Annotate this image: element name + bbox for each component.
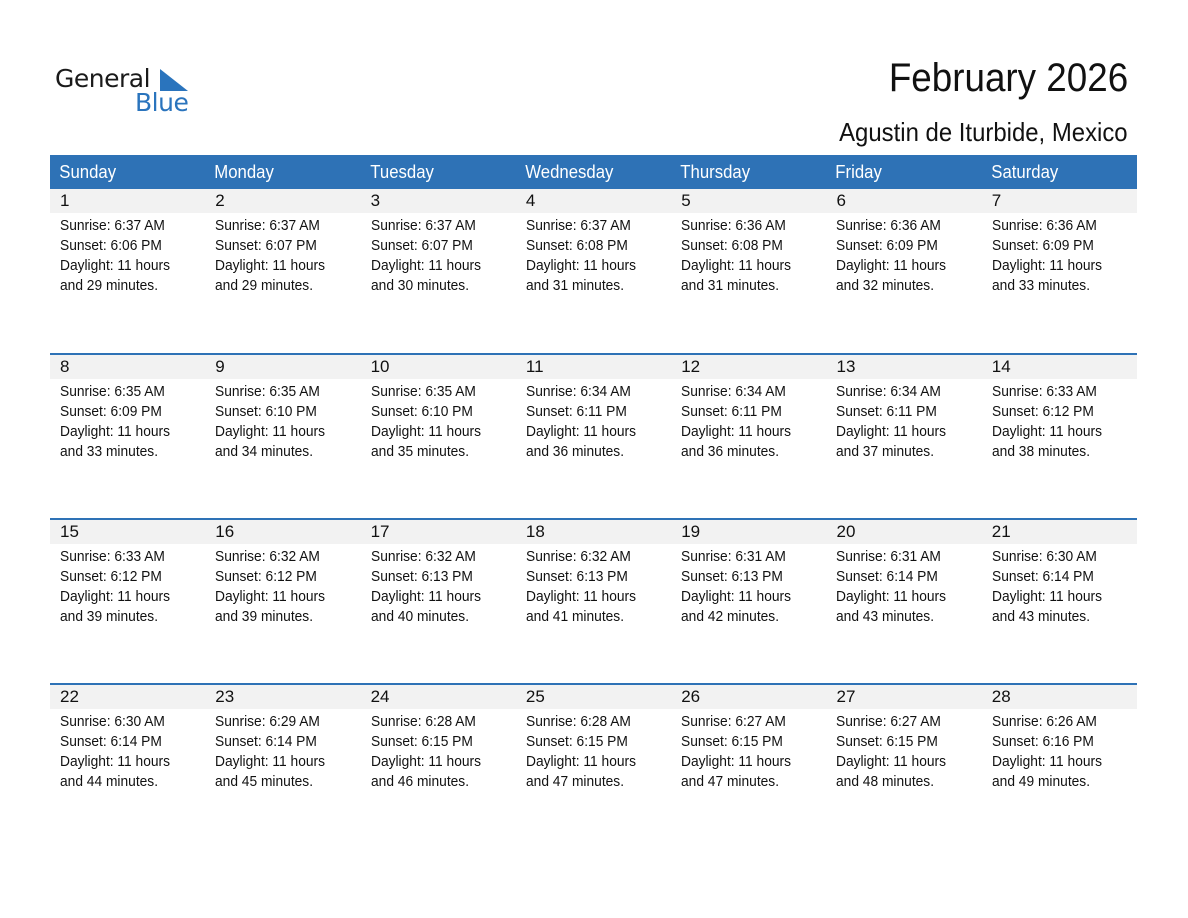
daylight-minutes-text: and 32 minutes. xyxy=(836,278,935,294)
sunrise-text: Sunrise: 6:34 AM xyxy=(681,384,787,400)
day-number-row xyxy=(50,189,1137,213)
sunrise-text: Sunrise: 6:35 AM xyxy=(60,384,165,400)
day-number: 4 xyxy=(525,191,536,210)
daylight-minutes-text: and 31 minutes. xyxy=(681,278,780,294)
daylight-minutes-text: and 40 minutes. xyxy=(370,609,469,625)
day-cell xyxy=(205,213,360,296)
day-number: 2 xyxy=(215,191,225,210)
daylight-minutes-text: and 36 minutes. xyxy=(525,444,624,460)
day-info-row xyxy=(50,544,1137,627)
sunrise-text: Sunrise: 6:37 AM xyxy=(525,218,631,234)
daylight-minutes-text: and 49 minutes. xyxy=(991,774,1090,790)
sunrise-text: Sunrise: 6:37 AM xyxy=(370,218,476,234)
day-number: 28 xyxy=(991,687,1011,706)
day-cell xyxy=(361,709,516,792)
sunrise-text: Sunrise: 6:36 AM xyxy=(836,218,942,234)
day-info-row xyxy=(50,379,1137,462)
daylight-text: Daylight: 11 hours xyxy=(60,258,171,274)
day-cell xyxy=(50,544,205,627)
daylight-text: Daylight: 11 hours xyxy=(525,424,636,440)
daylight-text: Daylight: 11 hours xyxy=(681,754,792,770)
day-number-row xyxy=(50,520,1137,544)
day-cell xyxy=(982,213,1137,296)
day-cell xyxy=(516,544,671,627)
daylight-minutes-text: and 41 minutes. xyxy=(525,609,624,625)
sunrise-text: Sunrise: 6:33 AM xyxy=(60,549,165,565)
day-cell xyxy=(671,379,826,462)
weekday-thursday: Thursday xyxy=(680,162,751,182)
sunset-text: Sunset: 6:16 PM xyxy=(991,734,1094,750)
day-number: 16 xyxy=(215,522,235,541)
day-cell xyxy=(205,709,360,792)
calendar-grid xyxy=(50,155,1137,848)
day-number: 22 xyxy=(60,687,79,706)
daylight-minutes-text: and 36 minutes. xyxy=(681,444,780,460)
sunset-text: Sunset: 6:15 PM xyxy=(370,734,473,750)
day-number: 26 xyxy=(681,687,701,706)
day-cell xyxy=(826,544,981,627)
daylight-text: Daylight: 11 hours xyxy=(681,424,792,440)
daylight-minutes-text: and 29 minutes. xyxy=(215,278,314,294)
sunrise-text: Sunrise: 6:31 AM xyxy=(681,549,787,565)
daylight-minutes-text: and 35 minutes. xyxy=(370,444,469,460)
sunset-text: Sunset: 6:11 PM xyxy=(525,404,627,420)
sunset-text: Sunset: 6:12 PM xyxy=(215,569,318,585)
weekday-friday: Friday xyxy=(835,162,883,182)
daylight-text: Daylight: 11 hours xyxy=(836,258,947,274)
day-number: 21 xyxy=(991,522,1011,541)
sunset-text: Sunset: 6:12 PM xyxy=(991,404,1094,420)
day-cell xyxy=(671,709,826,792)
day-number: 14 xyxy=(991,357,1011,376)
daylight-minutes-text: and 42 minutes. xyxy=(681,609,780,625)
weekday-sunday: Sunday xyxy=(59,162,117,182)
sunset-text: Sunset: 6:11 PM xyxy=(836,404,938,420)
sunrise-text: Sunrise: 6:31 AM xyxy=(836,549,942,565)
daylight-minutes-text: and 30 minutes. xyxy=(370,278,469,294)
daylight-text: Daylight: 11 hours xyxy=(991,589,1102,605)
sunset-text: Sunset: 6:10 PM xyxy=(370,404,473,420)
day-cell xyxy=(982,709,1137,792)
day-number: 7 xyxy=(991,191,1002,210)
sunrise-text: Sunrise: 6:29 AM xyxy=(215,714,321,730)
sunset-text: Sunset: 6:13 PM xyxy=(681,569,784,585)
sunrise-text: Sunrise: 6:30 AM xyxy=(60,714,165,730)
daylight-minutes-text: and 39 minutes. xyxy=(215,609,314,625)
sunrise-text: Sunrise: 6:28 AM xyxy=(525,714,631,730)
day-number: 9 xyxy=(215,357,225,376)
weekday-tuesday: Tuesday xyxy=(369,162,434,182)
calendar-week-row xyxy=(50,353,1137,518)
weekday-monday: Monday xyxy=(214,162,275,182)
day-number: 12 xyxy=(681,357,701,376)
sunset-text: Sunset: 6:13 PM xyxy=(525,569,628,585)
day-number: 18 xyxy=(525,522,545,541)
daylight-minutes-text: and 38 minutes. xyxy=(991,444,1090,460)
daylight-minutes-text: and 33 minutes. xyxy=(991,278,1090,294)
sunset-text: Sunset: 6:08 PM xyxy=(681,238,784,254)
daylight-minutes-text: and 47 minutes. xyxy=(681,774,780,790)
day-cell xyxy=(671,544,826,627)
sunrise-text: Sunrise: 6:33 AM xyxy=(991,384,1097,400)
weekday-saturday: Saturday xyxy=(991,162,1059,182)
sunset-text: Sunset: 6:14 PM xyxy=(836,569,939,585)
day-number: 27 xyxy=(836,687,856,706)
day-number: 20 xyxy=(836,522,856,541)
sunset-text: Sunset: 6:14 PM xyxy=(60,734,162,750)
location-subtitle: Agustin de Iturbide, Mexico xyxy=(839,117,1128,147)
day-cell xyxy=(205,544,360,627)
day-cell xyxy=(50,709,205,792)
sunset-text: Sunset: 6:14 PM xyxy=(215,734,318,750)
sunrise-text: Sunrise: 6:30 AM xyxy=(991,549,1097,565)
sunset-text: Sunset: 6:15 PM xyxy=(681,734,784,750)
daylight-text: Daylight: 11 hours xyxy=(215,424,326,440)
sunset-text: Sunset: 6:08 PM xyxy=(525,238,628,254)
daylight-minutes-text: and 46 minutes. xyxy=(370,774,469,790)
calendar-week-row xyxy=(50,189,1137,353)
daylight-text: Daylight: 11 hours xyxy=(370,754,481,770)
daylight-text: Daylight: 11 hours xyxy=(991,754,1102,770)
daylight-minutes-text: and 39 minutes. xyxy=(60,609,159,625)
daylight-text: Daylight: 11 hours xyxy=(525,258,636,274)
day-info-row xyxy=(50,213,1137,296)
day-cell xyxy=(205,379,360,462)
day-number: 19 xyxy=(681,522,701,541)
day-cell xyxy=(361,213,516,296)
day-cell xyxy=(516,379,671,462)
daylight-text: Daylight: 11 hours xyxy=(836,424,947,440)
day-number: 17 xyxy=(370,522,390,541)
daylight-text: Daylight: 11 hours xyxy=(215,589,326,605)
daylight-text: Daylight: 11 hours xyxy=(370,424,481,440)
daylight-minutes-text: and 45 minutes. xyxy=(215,774,314,790)
sunset-text: Sunset: 6:07 PM xyxy=(370,238,473,254)
day-number: 5 xyxy=(681,191,691,210)
sunrise-text: Sunrise: 6:26 AM xyxy=(991,714,1097,730)
day-cell xyxy=(50,213,205,296)
sunrise-text: Sunrise: 6:32 AM xyxy=(525,549,631,565)
sunrise-text: Sunrise: 6:34 AM xyxy=(836,384,942,400)
calendar-week-row xyxy=(50,683,1137,848)
sunrise-text: Sunrise: 6:35 AM xyxy=(215,384,321,400)
daylight-text: Daylight: 11 hours xyxy=(681,589,792,605)
daylight-text: Daylight: 11 hours xyxy=(215,258,326,274)
daylight-minutes-text: and 43 minutes. xyxy=(991,609,1090,625)
day-cell xyxy=(516,213,671,296)
sunset-text: Sunset: 6:11 PM xyxy=(681,404,783,420)
day-number: 1 xyxy=(60,191,70,210)
weekday-header-row xyxy=(50,155,1137,189)
day-number: 10 xyxy=(370,357,390,376)
sunrise-text: Sunrise: 6:27 AM xyxy=(681,714,787,730)
day-number: 3 xyxy=(370,191,381,210)
sunrise-text: Sunrise: 6:36 AM xyxy=(991,218,1097,234)
generalblue-logo xyxy=(55,64,195,120)
daylight-minutes-text: and 29 minutes. xyxy=(60,278,159,294)
daylight-text: Daylight: 11 hours xyxy=(215,754,326,770)
calendar-week-row xyxy=(50,518,1137,683)
sunrise-text: Sunrise: 6:34 AM xyxy=(525,384,631,400)
page-title: February 2026 xyxy=(888,56,1128,100)
daylight-minutes-text: and 48 minutes. xyxy=(836,774,935,790)
day-cell xyxy=(516,709,671,792)
day-number: 8 xyxy=(60,357,70,376)
daylight-minutes-text: and 37 minutes. xyxy=(836,444,935,460)
sunrise-text: Sunrise: 6:27 AM xyxy=(836,714,942,730)
day-cell xyxy=(826,709,981,792)
daylight-minutes-text: and 31 minutes. xyxy=(525,278,624,294)
daylight-minutes-text: and 33 minutes. xyxy=(60,444,159,460)
day-number: 13 xyxy=(836,357,856,376)
sunrise-text: Sunrise: 6:37 AM xyxy=(215,218,321,234)
daylight-text: Daylight: 11 hours xyxy=(836,754,947,770)
sunrise-text: Sunrise: 6:35 AM xyxy=(370,384,476,400)
sunset-text: Sunset: 6:12 PM xyxy=(60,569,162,585)
day-number: 24 xyxy=(370,687,390,706)
daylight-text: Daylight: 11 hours xyxy=(60,589,171,605)
day-cell xyxy=(982,544,1137,627)
daylight-minutes-text: and 44 minutes. xyxy=(60,774,159,790)
day-number-row xyxy=(50,685,1137,709)
sunset-text: Sunset: 6:09 PM xyxy=(60,404,162,420)
daylight-minutes-text: and 47 minutes. xyxy=(525,774,624,790)
day-cell xyxy=(826,379,981,462)
daylight-text: Daylight: 11 hours xyxy=(991,424,1102,440)
day-cell xyxy=(361,544,516,627)
day-cell xyxy=(826,213,981,296)
sunset-text: Sunset: 6:09 PM xyxy=(991,238,1094,254)
sunset-text: Sunset: 6:15 PM xyxy=(836,734,939,750)
day-cell xyxy=(361,379,516,462)
sunrise-text: Sunrise: 6:37 AM xyxy=(60,218,165,234)
day-number: 25 xyxy=(525,687,545,706)
day-number-row xyxy=(50,355,1137,379)
day-info-row xyxy=(50,709,1137,792)
day-number: 11 xyxy=(525,357,544,376)
daylight-text: Daylight: 11 hours xyxy=(681,258,792,274)
daylight-text: Daylight: 11 hours xyxy=(525,754,636,770)
sunrise-text: Sunrise: 6:28 AM xyxy=(370,714,476,730)
sunset-text: Sunset: 6:14 PM xyxy=(991,569,1094,585)
sunrise-text: Sunrise: 6:36 AM xyxy=(681,218,787,234)
sunrise-text: Sunrise: 6:32 AM xyxy=(370,549,476,565)
sunset-text: Sunset: 6:07 PM xyxy=(215,238,318,254)
daylight-text: Daylight: 11 hours xyxy=(370,589,481,605)
daylight-text: Daylight: 11 hours xyxy=(836,589,947,605)
sunset-text: Sunset: 6:09 PM xyxy=(836,238,939,254)
daylight-minutes-text: and 43 minutes. xyxy=(836,609,935,625)
weekday-wednesday: Wednesday xyxy=(525,162,614,182)
daylight-text: Daylight: 11 hours xyxy=(525,589,636,605)
sunset-text: Sunset: 6:13 PM xyxy=(370,569,473,585)
day-number: 15 xyxy=(60,522,79,541)
weeks-container xyxy=(50,189,1137,848)
daylight-text: Daylight: 11 hours xyxy=(60,424,171,440)
day-number: 6 xyxy=(836,191,846,210)
day-cell xyxy=(671,213,826,296)
daylight-text: Daylight: 11 hours xyxy=(991,258,1102,274)
day-cell xyxy=(982,379,1137,462)
logo-text-blue: Blue xyxy=(135,88,189,117)
sunset-text: Sunset: 6:10 PM xyxy=(215,404,318,420)
daylight-text: Daylight: 11 hours xyxy=(60,754,171,770)
logo-text-general: General xyxy=(55,64,151,93)
daylight-minutes-text: and 34 minutes. xyxy=(215,444,314,460)
sunset-text: Sunset: 6:15 PM xyxy=(525,734,628,750)
day-cell xyxy=(50,379,205,462)
sunrise-text: Sunrise: 6:32 AM xyxy=(215,549,321,565)
daylight-text: Daylight: 11 hours xyxy=(370,258,481,274)
day-number: 23 xyxy=(215,687,235,706)
sunset-text: Sunset: 6:06 PM xyxy=(60,238,162,254)
